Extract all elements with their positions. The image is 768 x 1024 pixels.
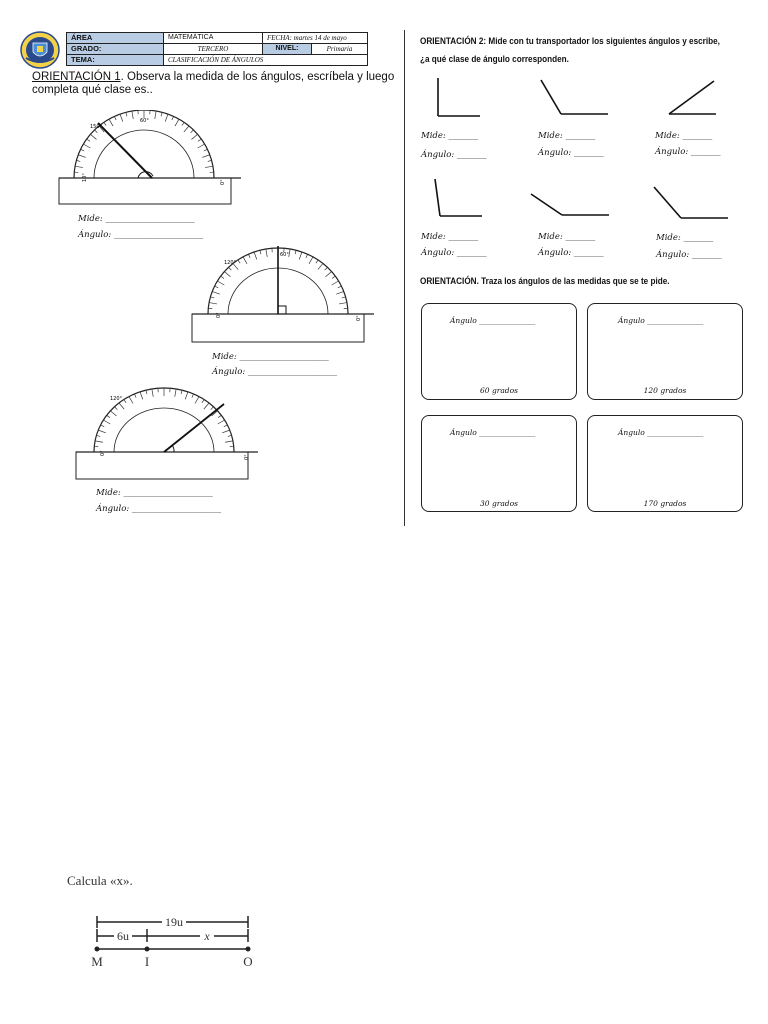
- draw-box-degrees: 170 grados: [643, 499, 687, 508]
- tema-value: CLASIFICACIÓN DE ÁNGULOS: [164, 55, 368, 66]
- draw-box-120[interactable]: [587, 303, 743, 400]
- orientation-2-instruction: ORIENTACIÓN 2: Mide con tu transportador los siguientes ángulos y escribe, ¿a qué clase de ángulo corresponden.: [420, 36, 720, 65]
- angulo-r1-c1[interactable]: Ángulo: _______: [421, 150, 487, 160]
- area-value: MATEMÁTICA: [164, 33, 263, 44]
- tick-label: 0°: [220, 179, 226, 185]
- mide-line-2[interactable]: Mide: _____________________: [212, 352, 329, 362]
- grado-label: GRADO:: [67, 44, 164, 55]
- tick-label: 0°: [216, 312, 222, 318]
- tick-label: 10°: [82, 173, 88, 182]
- draw-box-170[interactable]: [587, 415, 743, 512]
- draw-box-label: Ángulo _______________: [618, 316, 704, 325]
- angulo-r2-c2[interactable]: Ángulo: _______: [538, 248, 604, 258]
- draw-box-degrees: 60 grados: [480, 386, 518, 395]
- angulo-r1-c3[interactable]: Ángulo: _______: [655, 147, 721, 157]
- school-logo: [20, 30, 60, 70]
- point-i: I: [144, 954, 150, 969]
- angle-figure-obtuse-2: [531, 194, 609, 215]
- mide-r1-c2[interactable]: Mide: _______: [538, 131, 596, 141]
- grado-value: TERCERO: [164, 44, 263, 55]
- tick-label: 0°: [244, 454, 250, 460]
- mide-r1-c3[interactable]: Mide: _______: [655, 131, 713, 141]
- tick-label: 60°: [140, 118, 149, 124]
- angulo-r1-c2[interactable]: Ángulo: _______: [538, 148, 604, 158]
- segment-diagram: [90, 912, 260, 972]
- orientation-3-instruction: ORIENTACIÓN. Traza los ángulos de las medidas que se te pide.: [420, 276, 670, 287]
- angle-figure-acute-2: [435, 179, 482, 216]
- tema-label: TEMA:: [67, 55, 164, 66]
- angle-figure-acute: [669, 81, 716, 114]
- mide-line-3[interactable]: Mide: _____________________: [96, 488, 213, 498]
- orientation-1-text: . Observa la medida de los ángulos, escríbela y luego completa qué clase es..: [32, 71, 395, 96]
- draw-box-label: Ángulo _______________: [450, 316, 536, 325]
- angle-figure-obtuse: [541, 80, 608, 114]
- tick-label: 150°: [90, 124, 103, 130]
- angulo-line-3[interactable]: Ángulo: _____________________: [96, 504, 222, 514]
- angulo-r2-c1[interactable]: Ángulo: _______: [421, 248, 487, 258]
- protractor-3: [74, 384, 264, 482]
- tick-label: 0°: [356, 315, 362, 321]
- orientation-1-title: ORIENTACIÓN 1: [32, 71, 121, 83]
- draw-box-30[interactable]: [421, 415, 577, 512]
- header-table: [66, 32, 368, 66]
- draw-box-degrees: 120 grados: [643, 386, 687, 395]
- point-m: M: [91, 954, 103, 969]
- tick-label: 60°: [280, 252, 289, 258]
- draw-box-degrees: 30 grados: [480, 499, 518, 508]
- problem-prompt: Calcula «x».: [67, 873, 133, 888]
- total-length-label: 19u: [165, 915, 183, 929]
- mide-r2-c1[interactable]: Mide: _______: [421, 232, 479, 242]
- protractor-1: [56, 110, 246, 208]
- draw-box-label: Ángulo _______________: [450, 428, 536, 437]
- fecha-value: FECHA: martes 14 de mayo: [263, 33, 368, 44]
- tick-label: 120°: [110, 396, 123, 402]
- angle-figure-right: [438, 78, 480, 116]
- draw-box-label: Ángulo _______________: [618, 428, 704, 437]
- mide-r2-c2[interactable]: Mide: _______: [538, 232, 596, 242]
- mide-line-1[interactable]: Mide: _____________________: [78, 214, 195, 224]
- angle-figure-obtuse-3: [654, 187, 728, 218]
- orientation-1-instruction: [32, 71, 404, 97]
- mide-r2-c3[interactable]: Mide: _______: [656, 233, 714, 243]
- protractor-2: [190, 244, 376, 344]
- nivel-label: NIVEL:: [263, 44, 312, 55]
- draw-box-60[interactable]: [421, 303, 577, 400]
- angulo-line-2[interactable]: Ángulo: _____________________: [212, 367, 338, 377]
- part1-length-label: 6u: [117, 929, 129, 943]
- nivel-value: Primaria: [312, 44, 368, 55]
- mide-r1-c1[interactable]: Mide: _______: [421, 131, 479, 141]
- angulo-line-1[interactable]: Ángulo: _____________________: [78, 230, 204, 240]
- unknown-x-label: x: [204, 929, 210, 943]
- angulo-r2-c3[interactable]: Ángulo: _______: [656, 250, 722, 260]
- point-o: O: [243, 954, 253, 969]
- column-divider: [404, 30, 405, 526]
- tick-label: 0°: [100, 450, 106, 456]
- area-label: ÁREA: [67, 33, 164, 44]
- tick-label: 120°: [224, 260, 237, 266]
